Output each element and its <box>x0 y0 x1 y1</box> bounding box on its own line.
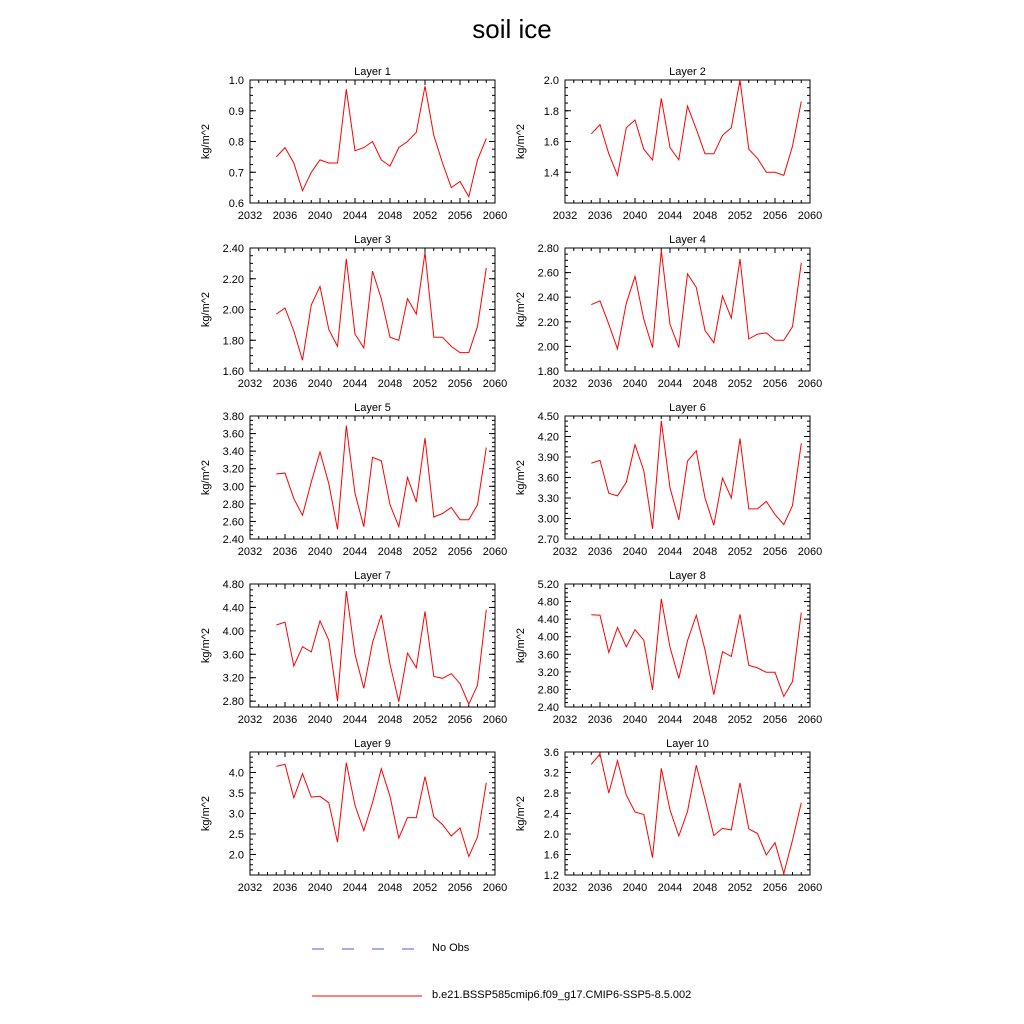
x-tick-label: 2032 <box>552 546 578 558</box>
y-tick-label: 1.2 <box>543 870 559 882</box>
x-tick-label: 2036 <box>587 882 613 894</box>
y-tick-label: 3.30 <box>537 493 559 505</box>
x-tick-label: 2040 <box>622 546 648 558</box>
legend-label-model-run: b.e21.BSSP585cmip6.f09_g17.CMIP6-SSP5-8.5.002 <box>432 989 692 1001</box>
x-tick-label: 2060 <box>482 714 508 726</box>
y-tick-label: 4.80 <box>537 596 559 609</box>
x-tick-label: 2060 <box>482 546 508 558</box>
y-axis-label: kg/m^2 <box>200 459 212 496</box>
x-tick-label: 2044 <box>342 378 368 390</box>
x-tick-label: 2056 <box>447 714 473 726</box>
y-tick-label: 3.90 <box>537 452 559 464</box>
y-axis-label: kg/m^2 <box>200 795 212 832</box>
x-tick-label: 2036 <box>587 546 613 558</box>
y-axis-label: kg/m^2 <box>515 795 527 832</box>
y-tick-label: 3.20 <box>222 672 244 685</box>
x-tick-label: 2048 <box>692 714 718 726</box>
x-tick-label: 2048 <box>692 546 718 558</box>
x-tick-label: 2040 <box>622 210 648 222</box>
x-tick-label: 2044 <box>342 210 368 222</box>
x-tick-label: 2060 <box>797 714 823 726</box>
x-tick-label: 2032 <box>552 714 578 726</box>
panel-title: Layer 5 <box>354 402 391 414</box>
y-tick-label: 4.20 <box>537 431 559 444</box>
y-tick-label: 2.0 <box>228 849 244 862</box>
y-axis-label: kg/m^2 <box>200 291 212 328</box>
x-tick-label: 2036 <box>272 714 298 726</box>
y-tick-label: 1.4 <box>543 167 559 180</box>
panel-title: Layer 10 <box>666 738 709 750</box>
y-tick-label: 3.5 <box>228 788 244 800</box>
y-tick-label: 1.80 <box>222 335 244 348</box>
y-tick-label: 2.80 <box>537 243 559 255</box>
x-tick-label: 2052 <box>412 546 438 558</box>
y-tick-label: 2.80 <box>222 696 244 709</box>
x-tick-label: 2036 <box>272 882 298 894</box>
y-tick-label: 4.50 <box>537 411 559 423</box>
y-tick-label: 2.00 <box>537 341 559 354</box>
x-tick-label: 2044 <box>342 714 368 726</box>
y-tick-label: 3.60 <box>222 428 244 441</box>
y-tick-label: 4.00 <box>222 625 244 638</box>
y-tick-label: 2.40 <box>222 243 244 255</box>
x-tick-label: 2032 <box>237 378 263 390</box>
x-tick-label: 2052 <box>727 546 753 558</box>
x-tick-label: 2040 <box>622 378 648 390</box>
y-tick-label: 2.8 <box>543 788 559 800</box>
x-tick-label: 2060 <box>797 378 823 390</box>
figure-title: soil ice <box>472 14 552 44</box>
x-tick-label: 2044 <box>657 210 683 222</box>
y-tick-label: 1.60 <box>222 366 244 378</box>
y-tick-label: 3.2 <box>543 767 559 780</box>
y-tick-label: 1.8 <box>543 105 559 118</box>
x-tick-label: 2048 <box>692 882 718 894</box>
panel-title: Layer 8 <box>669 570 706 582</box>
y-tick-label: 1.80 <box>537 366 559 378</box>
y-tick-label: 2.60 <box>537 267 559 280</box>
x-tick-label: 2056 <box>447 882 473 894</box>
x-tick-label: 2052 <box>412 378 438 390</box>
y-tick-label: 2.20 <box>537 316 559 329</box>
x-tick-label: 2060 <box>797 210 823 222</box>
panel-title: Layer 9 <box>354 738 391 750</box>
x-tick-label: 2044 <box>657 882 683 894</box>
x-tick-label: 2056 <box>762 210 788 222</box>
x-tick-label: 2032 <box>237 546 263 558</box>
x-tick-label: 2048 <box>377 378 403 390</box>
y-tick-label: 2.4 <box>543 808 559 821</box>
y-axis-label: kg/m^2 <box>515 291 527 328</box>
x-tick-label: 2052 <box>727 882 753 894</box>
x-tick-label: 2036 <box>587 378 613 390</box>
x-tick-label: 2056 <box>762 378 788 390</box>
x-tick-label: 2044 <box>657 546 683 558</box>
y-tick-label: 3.0 <box>228 808 244 821</box>
y-tick-label: 2.0 <box>543 75 559 87</box>
y-tick-label: 2.20 <box>222 273 244 286</box>
y-tick-label: 0.8 <box>228 136 244 149</box>
y-axis-label: kg/m^2 <box>515 123 527 160</box>
x-tick-label: 2036 <box>272 378 298 390</box>
x-tick-label: 2032 <box>237 210 263 222</box>
y-tick-label: 1.6 <box>543 849 559 862</box>
y-tick-label: 3.60 <box>222 649 244 662</box>
y-tick-label: 3.60 <box>537 649 559 662</box>
x-tick-label: 2056 <box>762 882 788 894</box>
x-tick-label: 2060 <box>797 546 823 558</box>
x-tick-label: 2032 <box>552 378 578 390</box>
y-tick-label: 0.6 <box>228 198 244 210</box>
y-axis-label: kg/m^2 <box>515 627 527 664</box>
x-tick-label: 2060 <box>482 882 508 894</box>
y-tick-label: 4.0 <box>228 767 244 780</box>
y-tick-label: 2.5 <box>228 829 244 841</box>
x-tick-label: 2048 <box>692 378 718 390</box>
x-tick-label: 2032 <box>552 210 578 222</box>
y-tick-label: 2.40 <box>222 534 244 546</box>
y-tick-label: 5.20 <box>537 579 559 591</box>
x-tick-label: 2052 <box>727 378 753 390</box>
y-tick-label: 0.7 <box>228 167 244 180</box>
x-tick-label: 2048 <box>377 882 403 894</box>
y-tick-label: 2.00 <box>222 304 244 317</box>
panel-title: Layer 2 <box>669 66 706 78</box>
x-tick-label: 2032 <box>237 882 263 894</box>
x-tick-label: 2056 <box>447 546 473 558</box>
x-tick-label: 2032 <box>552 882 578 894</box>
x-tick-label: 2056 <box>762 714 788 726</box>
panel-title: Layer 1 <box>354 66 391 78</box>
legend-label-no-obs: No Obs <box>432 942 470 954</box>
x-tick-label: 2036 <box>587 210 613 222</box>
y-tick-label: 2.70 <box>537 534 559 546</box>
y-axis-label: kg/m^2 <box>200 123 212 160</box>
x-tick-label: 2056 <box>447 378 473 390</box>
y-tick-label: 0.9 <box>228 105 244 118</box>
x-tick-label: 2040 <box>622 714 648 726</box>
x-tick-label: 2056 <box>762 546 788 558</box>
y-tick-label: 4.80 <box>222 579 244 591</box>
x-tick-label: 2048 <box>692 210 718 222</box>
y-tick-label: 3.00 <box>537 513 559 526</box>
y-tick-label: 4.40 <box>222 602 244 615</box>
panel-title: Layer 7 <box>354 570 391 582</box>
x-tick-label: 2044 <box>657 714 683 726</box>
x-tick-label: 2032 <box>237 714 263 726</box>
y-tick-label: 2.80 <box>222 498 244 511</box>
y-axis-label: kg/m^2 <box>515 459 527 496</box>
y-tick-label: 2.80 <box>537 684 559 697</box>
x-tick-label: 2060 <box>482 378 508 390</box>
y-tick-label: 2.40 <box>537 702 559 714</box>
y-tick-label: 3.6 <box>543 747 559 759</box>
x-tick-label: 2048 <box>377 714 403 726</box>
y-tick-label: 3.20 <box>537 666 559 679</box>
y-tick-label: 3.80 <box>222 411 244 423</box>
x-tick-label: 2036 <box>272 546 298 558</box>
y-tick-label: 3.60 <box>537 472 559 485</box>
y-tick-label: 3.00 <box>222 481 244 494</box>
x-tick-label: 2052 <box>727 714 753 726</box>
x-tick-label: 2040 <box>307 210 333 222</box>
x-tick-label: 2040 <box>307 714 333 726</box>
x-tick-label: 2048 <box>377 546 403 558</box>
x-tick-label: 2040 <box>307 546 333 558</box>
x-tick-label: 2040 <box>622 882 648 894</box>
y-tick-label: 4.00 <box>537 631 559 644</box>
x-tick-label: 2060 <box>482 210 508 222</box>
y-tick-label: 4.40 <box>537 614 559 627</box>
x-tick-label: 2036 <box>587 714 613 726</box>
x-tick-label: 2044 <box>657 378 683 390</box>
x-tick-label: 2036 <box>272 210 298 222</box>
panel-title: Layer 3 <box>354 234 391 246</box>
y-axis-label: kg/m^2 <box>200 627 212 664</box>
y-tick-label: 1.0 <box>228 75 244 87</box>
x-tick-label: 2052 <box>412 882 438 894</box>
x-tick-label: 2060 <box>797 882 823 894</box>
x-tick-label: 2040 <box>307 882 333 894</box>
x-tick-label: 2052 <box>412 210 438 222</box>
x-tick-label: 2044 <box>342 546 368 558</box>
x-tick-label: 2052 <box>727 210 753 222</box>
panel-title: Layer 4 <box>669 234 706 246</box>
y-tick-label: 3.40 <box>222 446 244 459</box>
x-tick-label: 2052 <box>412 714 438 726</box>
y-tick-label: 2.0 <box>543 829 559 841</box>
y-tick-label: 2.40 <box>537 292 559 305</box>
x-tick-label: 2044 <box>342 882 368 894</box>
x-tick-label: 2056 <box>447 210 473 222</box>
panel-title: Layer 6 <box>669 402 706 414</box>
x-tick-label: 2048 <box>377 210 403 222</box>
y-tick-label: 2.60 <box>222 516 244 529</box>
y-tick-label: 1.6 <box>543 136 559 149</box>
y-tick-label: 3.20 <box>222 463 244 476</box>
x-tick-label: 2040 <box>307 378 333 390</box>
